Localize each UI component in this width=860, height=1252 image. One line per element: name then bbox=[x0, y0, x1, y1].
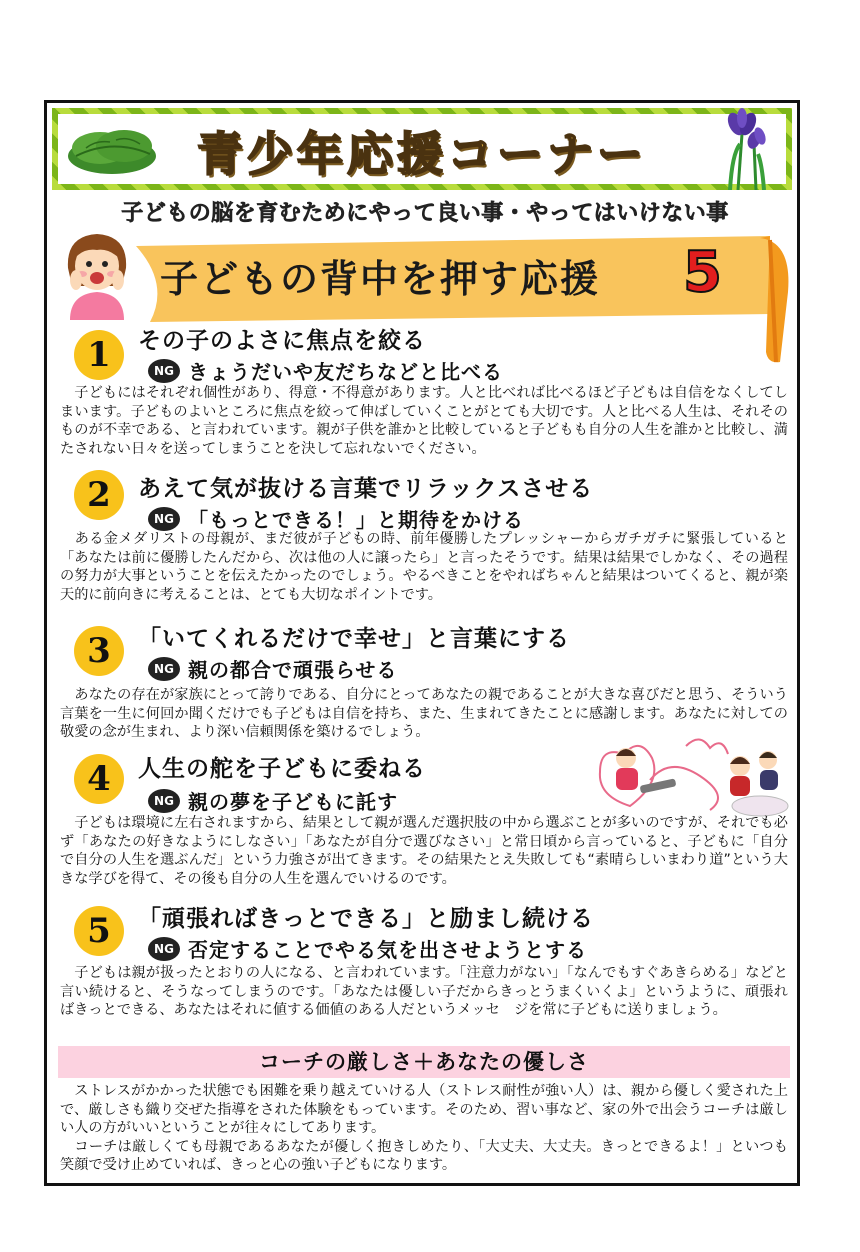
ng-badge-icon: NG bbox=[148, 937, 180, 961]
section-number-2: 2 bbox=[74, 470, 124, 520]
section-heading-5: 「頑張ればきっとできる」と励まし続ける bbox=[138, 906, 594, 932]
ng-text-1: きょうだいや友だちなどと比べる bbox=[188, 360, 503, 384]
section-heading-4: 人生の舵を子どもに委ねる bbox=[138, 756, 426, 782]
iris-flower-icon bbox=[718, 104, 776, 190]
ng-badge-icon: NG bbox=[148, 657, 180, 681]
coach-paragraph-2: コーチは厳しくても母親であるあなたが優しく抱きしめたり、「大丈夫、大丈夫。きっとできるよ！」といつも笑顔で受け止めていれば、きっと心の強い子どもになります。 bbox=[60, 1138, 788, 1173]
section-number-1: 1 bbox=[74, 330, 124, 380]
ng-row-5 bbox=[148, 934, 587, 963]
ng-row-2 bbox=[148, 504, 524, 533]
ng-text-4: 親の夢を子どもに託す bbox=[188, 790, 398, 814]
coach-paragraph-1: ストレスがかかった状態でも困難を乗り越えていける人（ストレス耐性が強い人）は、親から優しく愛された上で、厳しさも織り交ぜた指導をされた体験をもっています。そのため、習い事など、家の外で出会うコーチは厳しい人の方がいいということが往々にしてあります。 bbox=[60, 1083, 788, 1136]
ng-badge-icon: NG bbox=[148, 359, 180, 383]
main-number: 5 bbox=[683, 240, 722, 305]
section-4 bbox=[60, 750, 788, 896]
ng-text-3: 親の都合で頑張らせる bbox=[188, 658, 398, 682]
page-subtitle: 子どもの脳を育むためにやって良い事・やってはいけない事 bbox=[121, 201, 729, 226]
ng-text-5: 否定することでやる気を出させようとする bbox=[188, 938, 587, 962]
section-5 bbox=[60, 900, 788, 1046]
section-body-3: あなたの存在が家族にとって誇りである、自分にとってあなたの親であることが大きな喜びだと思う、そういう言葉を一生に何回か聞くだけでも子どもは自信を持ち、また、生まれてきたことに感謝します。あなたに対しての敬愛の念が生まれ、より深い信頼関係を築けるでしょう。 bbox=[60, 687, 788, 740]
header-banner bbox=[52, 108, 792, 190]
section-1 bbox=[60, 322, 788, 460]
section-heading-1: その子のよさに焦点を絞る bbox=[138, 328, 426, 354]
coach-body bbox=[60, 1082, 788, 1175]
section-heading-2: あえて気が抜ける言葉でリラックスさせる bbox=[138, 476, 594, 502]
section-2 bbox=[60, 470, 788, 610]
ng-badge-icon: NG bbox=[148, 507, 180, 531]
ng-text-2: 「もっとできる！」と期待をかける bbox=[188, 508, 524, 532]
section-number-5: 5 bbox=[74, 906, 124, 956]
ng-row-4 bbox=[148, 786, 398, 815]
section-body-1: 子どもにはそれぞれ個性があり、得意・不得意があります。人と比べれば比べるほど子どもは自信をなくしてしまいます。子どものよいところに焦点を絞って伸ばしていくことがとても大切です。人と比べる人生は、それそのものが不幸である、と言われています。親が子供を誰かと比較していると子どもも自分の人生を誰かと比較し、満たされない日々を送ってしまうことを決して忘れないでください。 bbox=[60, 385, 788, 457]
main-title: 子どもの背中を押す応援 bbox=[160, 257, 601, 301]
section-body-4: 子どもは環境に左右されますから、結果として親が選んだ選択肢の中から選ぶことが多いのですが、それでも必ず「あなたの好きなようにしなさい」「あなたが自分で選びなさい」と常日頃から言っていると、子どもに「自分で自分の人生を選ぶんだ」という力強さが出てきます。その結果たとえ失敗しても“素晴らしいまわり道”という大きな学びを得て、その後も自分の人生を選んでいけるのです。 bbox=[60, 815, 788, 887]
kashiwa-mochi-icon bbox=[66, 118, 158, 178]
section-number-4: 4 bbox=[74, 754, 124, 804]
coach-heading: コーチの厳しさ＋あなたの優しさ bbox=[58, 1046, 790, 1078]
page-title: 青少年応援コーナー bbox=[197, 127, 647, 181]
girl-icon bbox=[62, 228, 132, 320]
section-body-5: 子どもは親が扱ったとおりの人になる、と言われています。「注意力がない」「なんでもすぐあきらめる」などと言い続けると、そうなってしまうのです。「あなたは優しい子だからきっとうまくいくよ」というように、頑張ればきっとできる、あなたはそれに値する価値のある人だというメッセ ジを常に子どもに送りましょう。 bbox=[60, 965, 788, 1018]
section-heading-3: 「いてくれるだけで幸せ」と言葉にする bbox=[138, 626, 570, 652]
ng-row-3 bbox=[148, 654, 397, 683]
section-body-2: ある金メダリストの母親が、まだ彼が子どもの時、前年優勝したプレッシャーからガチガチに緊張していると「あなたは前に優勝したんだから、次は他の人に譲ったら」と言ったそうです。結果は結果でしかなく、その過程の努力が大事ということを伝えたかったのでしょう。やるべきことをやればちゃんと結果はついてくると、親が楽天的に前向きに考えることは、とても大切なポイントです。 bbox=[60, 531, 788, 603]
ng-badge-icon: NG bbox=[148, 789, 180, 813]
ng-row-1 bbox=[148, 356, 503, 385]
section-number-3: 3 bbox=[74, 626, 124, 676]
